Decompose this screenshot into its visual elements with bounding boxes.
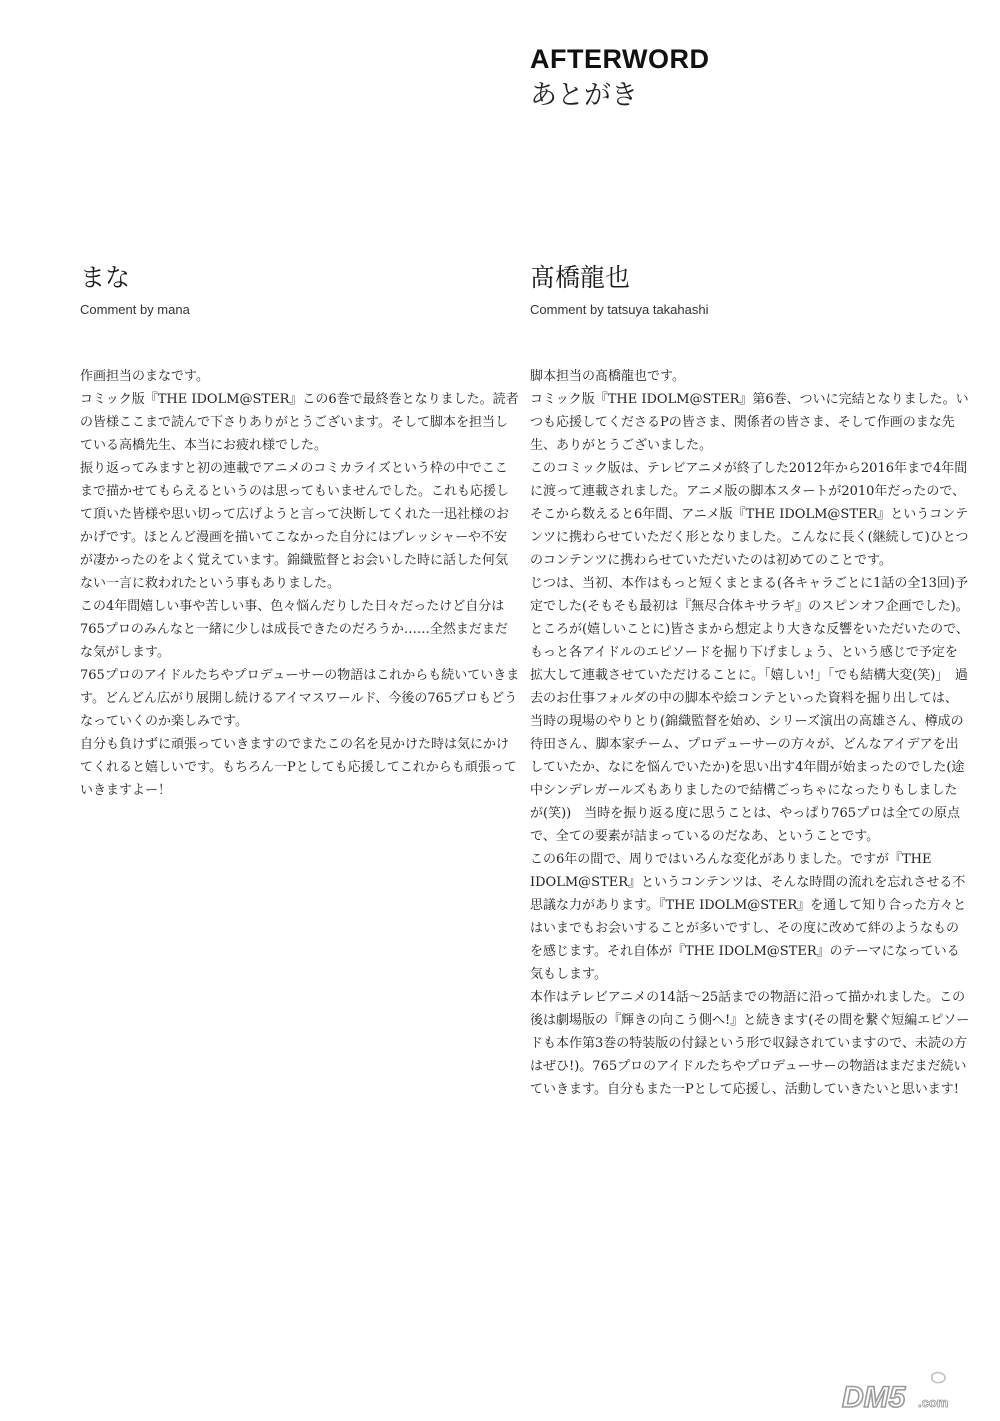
author-byline: Comment by mana	[80, 302, 190, 317]
comment-paragraph: 765プロのアイドルたちやプロデューサーの物語はこれからも続いていきます。どんどん広がり展開し続けるアイマスワールド、今後の765プロもどうなっていくのか楽しみです。	[80, 668, 520, 729]
watermark-text: DM5	[842, 1381, 906, 1413]
author-name: まな	[80, 263, 131, 292]
comment-paragraph: 振り返ってみますと初の連載でアニメのコミカライズという枠の中でここまで描かせてもらえるというのは思ってもいませんでした。これも応援して頂いた皆様や思い切って広げようと言って決断してくれた一迅社様のおかげです。ほとんど漫画を描いてこなかった自分にはプレッシャーや不安が凄かったのをよく覚えています。錦織監督とお会いした時に話した何気ない一言に救われたという事もありました。	[80, 461, 510, 591]
comment-paragraph: 作画担当のまなです。 コミック版『THE IDOLM@STER』この6巻で最終巻となりました。読者の皆様ここまで読んで下さりありがとうございます。そして脚本を担当している高橋先生、本当にお疲れ様でした。	[80, 369, 519, 453]
watermark-logo-icon	[840, 1369, 958, 1413]
comment-column-takahashi	[530, 262, 970, 1101]
comment-body	[530, 365, 970, 1101]
afterword-header	[530, 42, 710, 112]
comment-column-mana	[80, 262, 520, 802]
comment-paragraph: このコミック版は、テレビアニメが終了した2012年から2016年まで4年間に渡って連載されました。アニメ版の脚本スタートが2010年だったので、そこから数えると6年間、アニメ版『THE IDOLM@STER』というコンテンツに携わらせていただく形となりました。こんなに長く(継続して)ひとつのコンテンツに携わらせていただいたのは初めてのことです。	[530, 461, 969, 568]
page-title: AFTERWORD	[530, 44, 710, 74]
comment-paragraph: 自分も負けずに頑張っていきますのでまたこの名を見かけた時は気にかけてくれると嬉しいです。もちろん一Pとしても応援してこれからも頑張っていきますよー！	[80, 737, 517, 798]
comment-paragraph: この4年間嬉しい事や苦しい事、色々悩んだりした日々だったけど自分は765プロのみんなと一緒に少しは成長できたのだろうか……全然まだまだな気がします。	[80, 599, 508, 660]
site-watermark	[840, 1369, 958, 1413]
author-name: 髙橋龍也	[530, 263, 631, 292]
comment-body	[80, 365, 520, 802]
comment-paragraph: ところが(嬉しいことに)皆さまから想定より大きな反響をいただいたので、もっと各アイドルのエピソードを掘り下げましょう、という感じで予定を拡大して連載させていただけることに。「嬉しい!」「でも結構大変(笑)」 過去のお仕事フォルダの中の脚本や絵コンテといった資料を掘り出しては、当時の現場のやりとり(錦織監督を始め、シリーズ演出の高雄さん、樽成の待田さん、脚本家チーム、プロデューサーの方々が、どんなアイデアを出していたか、なにを悩んでいたか)を思い出す4年間が始まったのでした(途中シンデレガールズもありましたので結構ごっちゃになったりもしましたが(笑)) 当時を振り返る度に思うことは、やっぱり765プロは全ての原点で、全ての要素が詰まっているのだなあ、ということです。	[530, 622, 969, 844]
comment-paragraph: じつは、当初、本作はもっと短くまとまる(各キャラごとに1話の全13回)予定でした(そもそも最初は『無尽合体キサラギ』のスピンオフ企画でした)。	[530, 576, 969, 614]
comment-paragraph: 本作はテレビアニメの14話～25話までの物語に沿って描かれました。この後は劇場版の『輝きの向こう側へ!』と続きます(その間を繋ぐ短編エピソードも本作第3巻の特装版の付録という形で収録されていますので、未読の方はぜひ!)。765プロのアイドルたちやプロデューサーの物語はまだまだ続いていきます。自分もまた一Pとして応援し、活動していきたいと思います!	[530, 990, 970, 1097]
watermark-suffix: .com	[918, 1395, 949, 1410]
author-byline: Comment by tatsuya takahashi	[530, 302, 709, 317]
page-subtitle: あとがき	[530, 80, 638, 111]
comment-paragraph: この6年の間で、周りではいろんな変化がありました。ですが『THE IDOLM@STER』というコンテンツは、そんな時間の流れを忘れさせる不思議な力があります。『THE IDOLM@STER』を通して知り合った方々とはいまでもお会いすることが多いですし、その度に改めて絆のようなものを感じます。それ自体が『THE IDOLM@STER』のテーマになっている気もします。	[530, 852, 967, 982]
comment-paragraph: 脚本担当の髙橋龍也です。 コミック版『THE IDOLM@STER』第6巻、ついに完結となりました。いつも応援してくださるPの皆さま、関係者の皆さま、そして作画のまな先生、ありがとうございました。	[530, 369, 969, 453]
